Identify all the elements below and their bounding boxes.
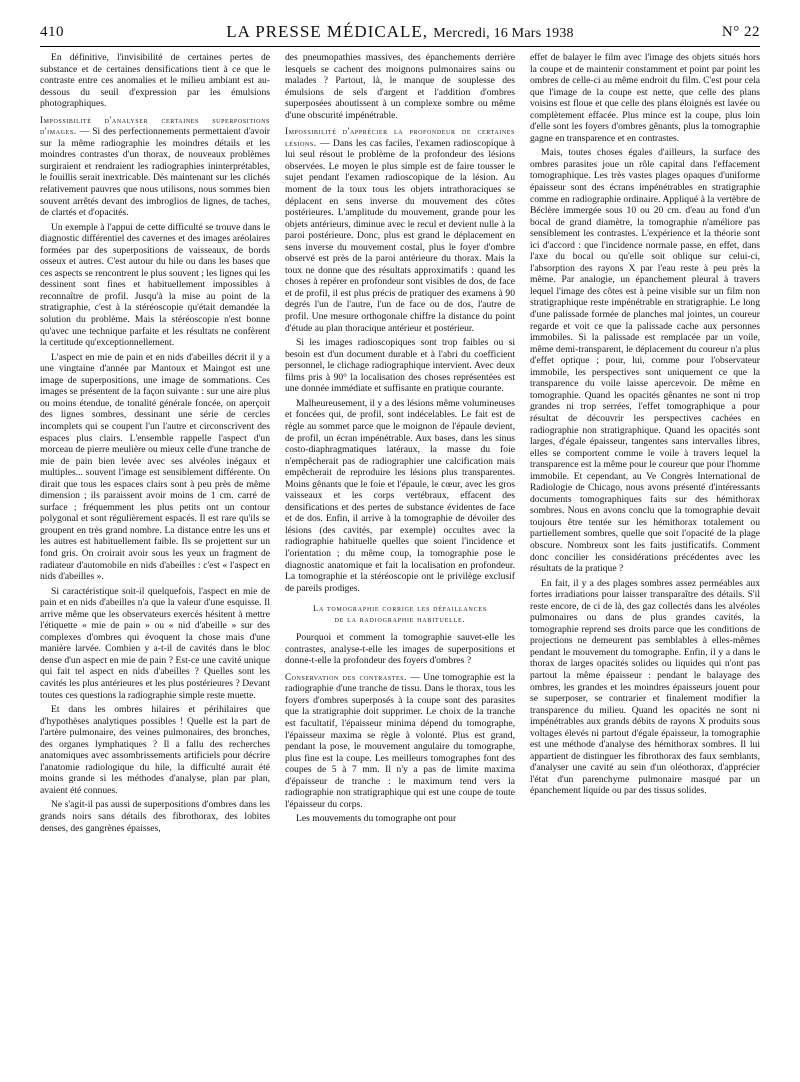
section-title: Impossibilité d'analyser certaines superpositions d'images. — [40, 114, 270, 137]
paragraph: effet de balayer le film avec l'image des objets situés hors la coupe et de maintenir constamment et point par point les ombres de celle-ci au même endroit du film. C'est pour cela que l'image de la coupe est nette, que celle des plans voisins est floue et que celle des plans éloignés est lavée ou complètement effacée. Plus mince est la coupe, plus loin d'elle sont les foyers d'ombres gênants, plus la tomographie gagne en transparence et en contrastes. — [530, 52, 760, 144]
paragraph: Pourquoi et comment la tomographie sauvet-elle les contrastes, analyse-t-elle les images de superpositions et donne-t-elle la profondeur des foyers d'ombres ? — [285, 632, 515, 667]
paragraph: Si caractéristique soit-il quelquefois, l'aspect en mie de pain et en nids d'abeilles n'a que la valeur d'une esquisse. Il arrive même que les observateurs exercés hésitent à mettre l'étiquette « mie de pain » ou « nid d'abeille » sur des complexes d'ombres qui évoquent la chose mais d'une manière larvée. Combien y a-t-il de cavités dans le bloc dense d'un aspect en mie de pain ? Est-ce une cavité unique qui fait tel aspect en nids d'abeilles ? Quelles sont les cavités les plus antérieures et les plus postérieures ? Devant toutes ces questions la radiographie simple reste muette. — [40, 585, 270, 701]
subheading-line: de la radiographie habituelle. — [334, 614, 466, 625]
journal-title-line — [40, 22, 760, 42]
column-2 — [285, 52, 515, 1072]
section-text: — Si des perfectionnements permettaient d'avoir sur la même radiographie les moindres détails et les moindres contrastes d'un thorax, de nouveaux problèmes surgiraient et rendraient les radiographies ininterprétables, le fouillis serait inextricable. Dès maintenant sur les clichés relativement pauvres que nous utilisons, nous sommes bien souvent arrêtés devant des imbroglios de lignes, de taches, de clartés et d'opacités. — [40, 126, 270, 219]
section-title: Conservation des contrastes. — [285, 671, 408, 682]
section-paragraph — [285, 126, 515, 334]
paragraph: Les mouvements du tomographe ont pour — [296, 813, 457, 825]
section-paragraph — [40, 115, 270, 219]
paragraph: des pneumopathies massives, des épanchements derrière lesquels se cachent des moignons pulmonaires sains ou malades ? Partout, là, le manque de souplesse des émulsions de sels d'argent et l'addition d'ombres superposées aboutissent à un complexe sombre ou même d'une obscurité impénétrable. — [285, 52, 515, 121]
paragraph: En définitive, l'invisibilité de certaines pertes de substance et de certaines densifications tient à ce que le contraste entre ces anomalies et le milieu ambiant est au-dessous du seuil d'expression par les émulsions photographiques. — [40, 52, 270, 110]
header-rule — [40, 46, 760, 47]
paragraph: L'aspect en mie de pain et en nids d'abeilles décrit il y a une vingtaine d'année par Mantoux et Maingot est une image de superpositions, une image de sommations. Ces images se présentent de la façon suivante : sur une aire plus ou moins étendue, de tonalité générale foncée, on aperçoit des lignes sombres, dessinant une série de cercles incomplets qui se coupent l'un l'autre et circonscrivent des espaces plus clairs. L'ensemble rappelle l'aspect d'un morceau de pierre meulière ou mieux celle d'une tranche de mie de pain bien levée avec ses alvéoles inégaux et multiples... souvent l'image est sensiblement différente. On dirait que tous les espaces clairs sont à peu près de même dimension ; ils paraissent avoir moins de 1 cm. carré de surface ; fréquemment les plus petits ont un contour polygonal et sont régulièrement espacés. Il est rare qu'ils se groupent en très grand nombre. La distance entre les uns et les autres est habituellement faible. Ils se projettent sur un fond gris. On croirait avoir sous les yeux un fragment de radiateur d'automobile en nids d'abeilles : c'est « l'aspect en nids d'abeilles ». — [40, 351, 270, 583]
paragraph: Malheureusement, il y a des lésions même volumineuses et foncées qui, de profil, sont indécelables. Le fait est de règle au sommet parce que le moignon de l'épaule devient, de profil, un écran impénétrable. Aux bases, dans les sinus costo-diaphragmatiques latéraux, la masse du foie n'empêcherait pas de radiographier une calcification mais empêcherait de reproduire les lésions plus transparentes. Moins gênants que le foie et l'épaule, le cœur, avec les gros vaisseaux et les corps vertébraux, effacent des densifications et des pertes de substance évidentes de face et de dos. Enfin, il arrive à la tomographie de dévoiler des lésions (des cavités, par exemple) occultes avec la radiographie habituelle quelles que soient l'incidence et l'orientation ; du même coup, la tomographie pose le diagnostic anatomique et fait la localisation en profondeur. La tomographie et la stéréoscopie ont le privilège exclusif de pareils prodiges. — [285, 397, 515, 594]
paragraph: Si les images radioscopiques sont trop faibles ou si besoin est d'un document durable et à l'abri du coefficient personnel, le clichage radiographique intervient. Avec deux films pris à 90° la localisation des choses représentées est une donnée immédiate et suffisante en pratique courante. — [285, 337, 515, 395]
section-text: — Dans les cas faciles, l'examen radioscopique à lui seul résout le problème de la profondeur des lésions observées. Le moyen le plus simple est de faire tousser le sujet pendant l'examen radioscopique de la lésion. Au moment de la toux tous les objets intrathoraciques se déplacent en sens inverse du mouvement des côtes postérieures. L'amplitude du mouvement, grande pour les objets antérieurs, diminue avec le recul et devient nulle à la paroi postérieure. Donc, plus est grand le déplacement en sens inverse du mouvement costal, plus le foyer d'ombre observé est près de la paroi antérieure du thorax. Mais la toux ne donne que des résultats approximatifs : quand les choses à repérer en profondeur sont visibles de dos, de face et de profil, il est plus précis de pratiquer des examens à 90 degrés l'un de l'autre, l'un de face ou de dos, l'autre de profil. Une mesure orthogonale chiffre la distance du point d'étude au plan thoracique antérieur et postérieur. — [285, 137, 515, 334]
issue-number: N° 22 — [721, 24, 760, 40]
section-title: Impossibilité d'apprécier la profondeur de certaines lésions. — [285, 126, 515, 148]
issue-date: Mercredi, 16 Mars 1938 — [433, 26, 574, 41]
page-number: 410 — [40, 24, 64, 40]
column-3 — [530, 52, 760, 1072]
paragraph: Un exemple à l'appui de cette difficulté se trouve dans le diagnostic différentiel des cavernes et des images aréolaires formées par des superpositions de vaisseaux, de bords osseux et autres. C'est autour du hile ou dans les bases que ces aspects se rencontrent le plus souvent ; les lignes qui les dessinent sont fines et habituellement impossibles à reconnaître de profil. Jusqu'à la mise au point de la stratigraphie, c'est à la stéréoscopie qu'était demandée la solution du problème. Mais la stéréoscopie n'est bonne qu'avec une technique parfaite et les résultats ne confèrent la certitude qu'exceptionnellement. — [40, 221, 270, 349]
journal-name: LA PRESSE MÉDICALE, — [226, 22, 429, 41]
subheading — [291, 603, 509, 625]
subheading-line: La tomographie corrige les défaillances — [312, 603, 487, 614]
paragraph: Mais, toutes choses égales d'ailleurs, la surface des ombres parasites joue un rôle capital dans l'effacement tomographique. Les très vastes plages opaques d'uniforme épaisseur sont des écrans impénétrables en stratigraphie comme en radiographie ordinaire. Appliqué à la vertèbre de Béclère immergée sous 10 ou 20 cm. d'eau au fond d'un bocal de grand diamètre, la tomographie n'améliore pas sensiblement les contrastes. L'expérience et la théorie sont ici d'accord : que l'incidence normale passe, en effet, dans l'axe du bocal ou qu'elle soit oblique sur celui-ci, l'absorption des rayons X par l'eau reste à peu près la même. Par analogie, un épanchement pleural à travers lequel l'image des côtes est à peine visible sur un film non stratigraphique reste impénétrable en stratigraphie. Le long d'une palissade formée de planches mal jointes, un coureur regarde et voit ce que la palissade cache aux personnes immobiles. Si la palissade est remplacée par un voile, même demi-transparent, le déplacement du coureur n'a plus d'effet optique ; pour, lui, comme pour l'observateur immobile, les perspectives sont uniquement ce que la transparence du voile laisse apercevoir. De même en tomographie. Quand les opacités gênantes ne sont ni trop grandes ni trop serrées, l'effet tomographique a pour résultat de découvrir les perspectives cachées en radiographie non stratigraphique. Quand les opacités sont larges, d'égale épaisseur, tangentes sans intervalles libres, elles se comportent comme le voile à travers lequel la transparence est la même pour le coureur que pour l'homme immobile. Et cependant, au Ve Congrès International de Radiologie de Chicago, nous avons présenté d'intéressants documents tomographiques faits sur des hémithorax sombres. Nous en avons conclu que la tomographie devait toujours être tentée sur les hémithorax totalement ou partiellement sombres, quelle que soit l'opacité de la plage obscure. Nombreux sont les faits justificatifs. Comment donc concilier les considérations précédentes avec les résultats de la pratique ? — [530, 147, 760, 575]
paragraph: En fait, il y a des plages sombres assez perméables aux fortes irradiations pour laisser transparaître des détails. S'il reste encore, de ci de là, des gaz collectés dans les alvéoles pulmonaires ou dans de plus grandes cavités, la tomographie reprend ses droits parce que les conditions de projections ne demeurent pas semblables à elles-mêmes pendant le mouvement du tomographe. Enfin, il y a dans le thorax de larges opacités solides ou liquides qui n'ont pas partout la même épaisseur : pendant le balayage des ombres, les grandes et les moindres épaisseurs jouent pour se superposer, se contrarier et finalement modifier la transparence du milieu. Quand les opacités ne sont ni impénétrables aux grands débits de rayons X produits sous voltages élevés ni partout d'égale épaisseur, la tomographie est une méthode d'analyse des hémithorax sombres. Il lui appartient de distinguer les fibrothorax des faux semblants, d'analyser une cavité au sein d'un oléothorax, d'apprécier l'état d'un parenchyme pulmonaire masqué par un épanchement liquide ou par des tissus solides. — [530, 577, 760, 797]
column-1 — [40, 52, 270, 1072]
running-header — [40, 22, 760, 42]
paragraph: Et dans les ombres hilaires et périhilaires que d'hypothèses analytiques possibles ! Quelle est la part de l'artère pulmonaire, des veines pulmonaires, des bronches, des organes lymphatiques ? Il a fallu des recherches anatomiques avec assombrissements artificiels pour décrire l'anatomie radiologique du hile, la difficulté aurait été moins grande si les méthodes d'analyse, plan par plan, avaient été connues. — [40, 704, 270, 796]
paragraph: Ne s'agit-il pas aussi de superpositions d'ombres dans les grands noirs sans détails des fibrothorax, des lobites denses, des gangrènes épaisses, — [40, 799, 270, 834]
section-text: — Une tomographie est la radiographie d'une tranche de tissu. Dans le thorax, tous les foyers d'ombres superposés à la coupe sont des parasites que la stratigraphie doit supprimer. Le choix de la tranche est facultatif, l'épaisseur minima dépend du tomographe, l'épaisseur maxima se règle à volonté. Plus est grand, pendant la pose, le mouvement angulaire du tomographe, plus fine est la coupe. Les meilleurs tomographes font des coupes de 5 à 7 mm. Il n'y a pas de limite maxima d'épaisseur de tranche : le maximum tend vers la radiographie non stratigraphique qui est une coupe de toute l'épaisseur du corps. — [285, 671, 515, 810]
section-paragraph — [285, 672, 515, 811]
